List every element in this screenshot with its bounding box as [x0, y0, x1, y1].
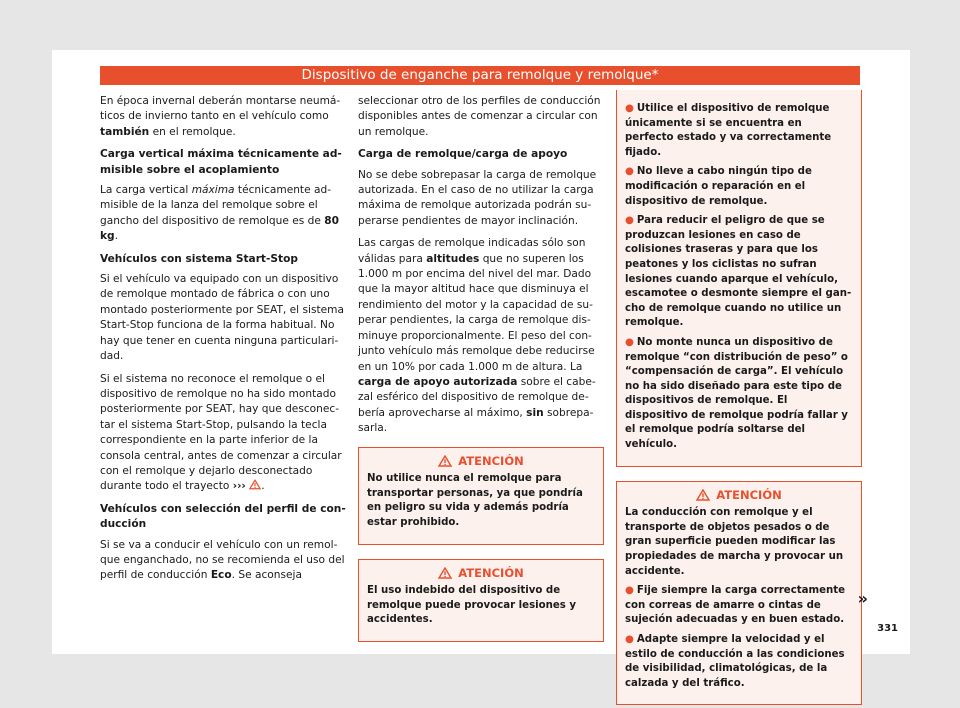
warning-bullet: ● Adapte siempre la velocidad y el estilo de conducción a las condiciones de visibilidad, climatológicas, de la calzada y del tráfico.	[625, 634, 845, 689]
warning-title: ATENCIÓN	[367, 454, 595, 469]
manual-page	[52, 50, 910, 689]
warning-bullet: ● No lleve a cabo ningún tipo de modificación o reparación en el dispositivo de remolque.	[625, 166, 812, 207]
warning-triangle-icon	[696, 489, 710, 501]
continue-marker: »	[857, 589, 868, 608]
warning-text: El uso indebido del dispositivo de remolque puede provocar lesiones y accidentes.	[367, 585, 577, 626]
warning-bullet: ● No monte nunca un dispositivo de remolque “con distribución de peso” o “compensación de carga”. El vehículo no ha sido diseñado para este tipo de dispositivos de remolque. El dispositivo de remolque podría fallar y el remolque podría soltarse del vehículo.	[625, 336, 848, 451]
paragraph: Si el vehículo va equipado con un dispositivo de remolque montado de fábrica o con uno montado posteriormente por SEAT, el sistema Start-Stop funciona de la forma habitual. No hay que tener en cuenta ninguna particularidad.	[100, 273, 344, 363]
cross-reference-link[interactable]: ›››	[232, 480, 246, 493]
warning-bullet: ● Utilice el dispositivo de remolque únicamente si se encuentra en perfecto estado y va correctamente fijado.	[625, 103, 832, 158]
warning-box	[358, 447, 604, 545]
subheading: Vehículos con selección del perfil de conducción	[100, 502, 346, 531]
bullet-icon: ●	[625, 634, 634, 645]
paragraph: Si se va a conducir el vehículo con un remolque enganchado, no se recomienda el uso del perfil de conducción Eco. Se aconseja	[100, 538, 345, 582]
bullet-icon: ●	[625, 336, 634, 348]
page-number: 331	[877, 623, 898, 634]
warning-bullet: ● Para reducir el peligro de que se produzcan lesiones en caso de colisiones traseras y para que los peatones y los ciclistas no sufran lesiones cuando aparque el vehículo, escamotee o desmonte siempre el gancho de remolque cuando no utilice un remolque.	[625, 215, 852, 329]
warning-box	[616, 481, 862, 706]
paragraph: No se debe sobrepasar la carga de remolque autorizada. En el caso de no utilizar la carga máxima de remolque autorizada podrán superarse pendientes de mayor inclinación.	[358, 168, 597, 227]
column-1	[100, 94, 346, 591]
warning-title: ATENCIÓN	[625, 488, 853, 503]
warning-box-continued	[616, 90, 862, 467]
warning-text: No utilice nunca el remolque para transportar personas, ya que pondría en peligro su vida y además podría estar prohibido.	[367, 473, 583, 528]
warning-title: ATENCIÓN	[367, 566, 595, 581]
paragraph: Las cargas de remolque indicadas sólo son válidas para altitudes que no superen los 1.000 m por encima del nivel del mar. Dado que la mayor altitud hace que disminuya el rendimiento del motor y la capacidad de superar pendientes, la carga de remolque disminuye proporcionalmente. El peso del conjunto vehículo más remolque debe reducirse en un 10% por cada 1.000 m de altura. La carga de apoyo autorizada sobre el cabezal esférico del dispositivo de remolque debería aprovecharse al máximo, sin sobrepasarla.	[358, 237, 596, 435]
subheading: Carga vertical máxima técnicamente admisible sobre el acoplamiento	[100, 148, 342, 176]
bullet-icon: ●	[625, 166, 634, 178]
paragraph: seleccionar otro de los perfiles de conducción disponibles antes de comenzar a circular con un remolque.	[358, 95, 601, 138]
section-header: Dispositivo de enganche para remolque y remolque*	[100, 66, 860, 85]
bullet-icon: ●	[625, 103, 634, 114]
warning-box	[358, 559, 604, 642]
column-2	[358, 94, 604, 642]
paragraph: Si el sistema no reconoce el remolque o el dispositivo de remolque no ha sido montado posteriormente por SEAT, hay que desconectar el sistema Start-Stop, pulsando la tecla correspondiente en la parte inferior de la consola central, antes de comenzar a circular con el remolque y dejarlo desconectado durante todo el trayecto ››› .	[100, 372, 342, 493]
paragraph: La carga vertical máxima técnicamente admisible de la lanza del remolque sobre el gancho del dispositivo de remolque es de 80 kg.	[100, 184, 340, 243]
subheading: Vehículos con sistema Start-Stop	[100, 252, 298, 265]
warning-triangle-icon	[438, 567, 452, 579]
warning-text: La conducción con remolque y el transporte de objetos pesados o de gran superficie pueden modificar las propiedades de marcha y provocar un accidente.	[625, 507, 844, 577]
warning-bullet: ● Fije siempre la carga correctamente con correas de amarre o cintas de sujeción adecuadas y en buen estado.	[625, 585, 846, 626]
subheading: Carga de remolque/carga de apoyo	[358, 148, 568, 161]
column-3	[616, 90, 862, 705]
bullet-icon: ●	[625, 585, 634, 597]
paragraph: En época invernal deberán montarse neumáticos de invierno tanto en el vehículo como también en el remolque.	[100, 95, 341, 138]
warning-triangle-icon	[438, 455, 452, 467]
bullet-icon: ●	[625, 215, 634, 227]
warning-triangle-icon	[249, 479, 261, 490]
